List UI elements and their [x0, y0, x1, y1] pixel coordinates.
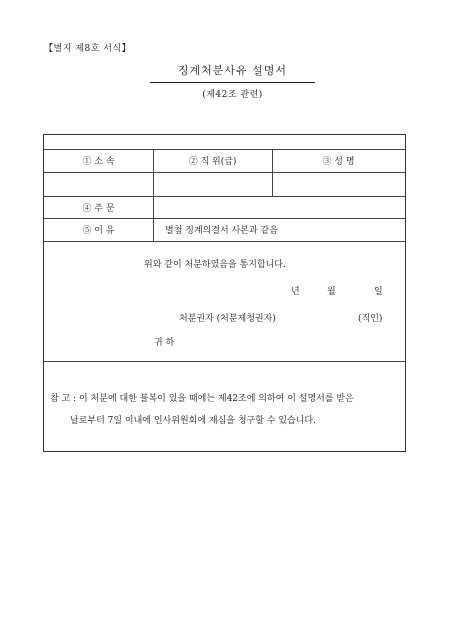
reference-line-1: 참 고 : 이 처분에 대한 불복이 있을 때에는 제42조에 의하여 이 설명서를 받은: [50, 394, 354, 404]
position-value-cell: [153, 172, 272, 196]
header-affiliation: ① 소 속: [82, 157, 115, 167]
document-title: 징계처분사유 설명서: [150, 62, 315, 83]
date-year-label: 년: [291, 287, 300, 297]
date-month-label: 월: [327, 287, 336, 297]
order-label: ④ 주 문: [82, 203, 115, 214]
header-name: ③ 성 명: [322, 157, 355, 167]
header-position: ② 직 위(급): [188, 157, 237, 167]
form-number-label: 【별지 제8호 서식】: [44, 44, 132, 54]
date-day-label: 일: [374, 287, 383, 297]
reason-label: ⑤ 이 유: [82, 226, 115, 236]
reason-row-border: [44, 241, 405, 242]
affiliation-value-cell: [44, 172, 153, 196]
notice-text: 위와 같이 처분하였음을 통지합니다.: [144, 260, 286, 270]
reference-line-2: 날로부터 7일 이내에 인사위원회에 재심을 청구할 수 있습니다.: [70, 416, 316, 426]
name-value-cell: [272, 172, 405, 196]
seal-label: (직인): [358, 314, 383, 324]
reason-value: 별첨 징계의결서 사본과 같음: [165, 226, 278, 236]
document-subtitle: (제42조 관련): [202, 90, 263, 100]
recipient-label: 귀 하: [154, 338, 175, 348]
form-frame: [43, 134, 406, 452]
title-block: [150, 62, 315, 100]
order-value: [164, 196, 394, 218]
notice-bottom-border: [44, 361, 405, 362]
authority-label: 처분권자 (처분제청권자): [179, 314, 276, 324]
